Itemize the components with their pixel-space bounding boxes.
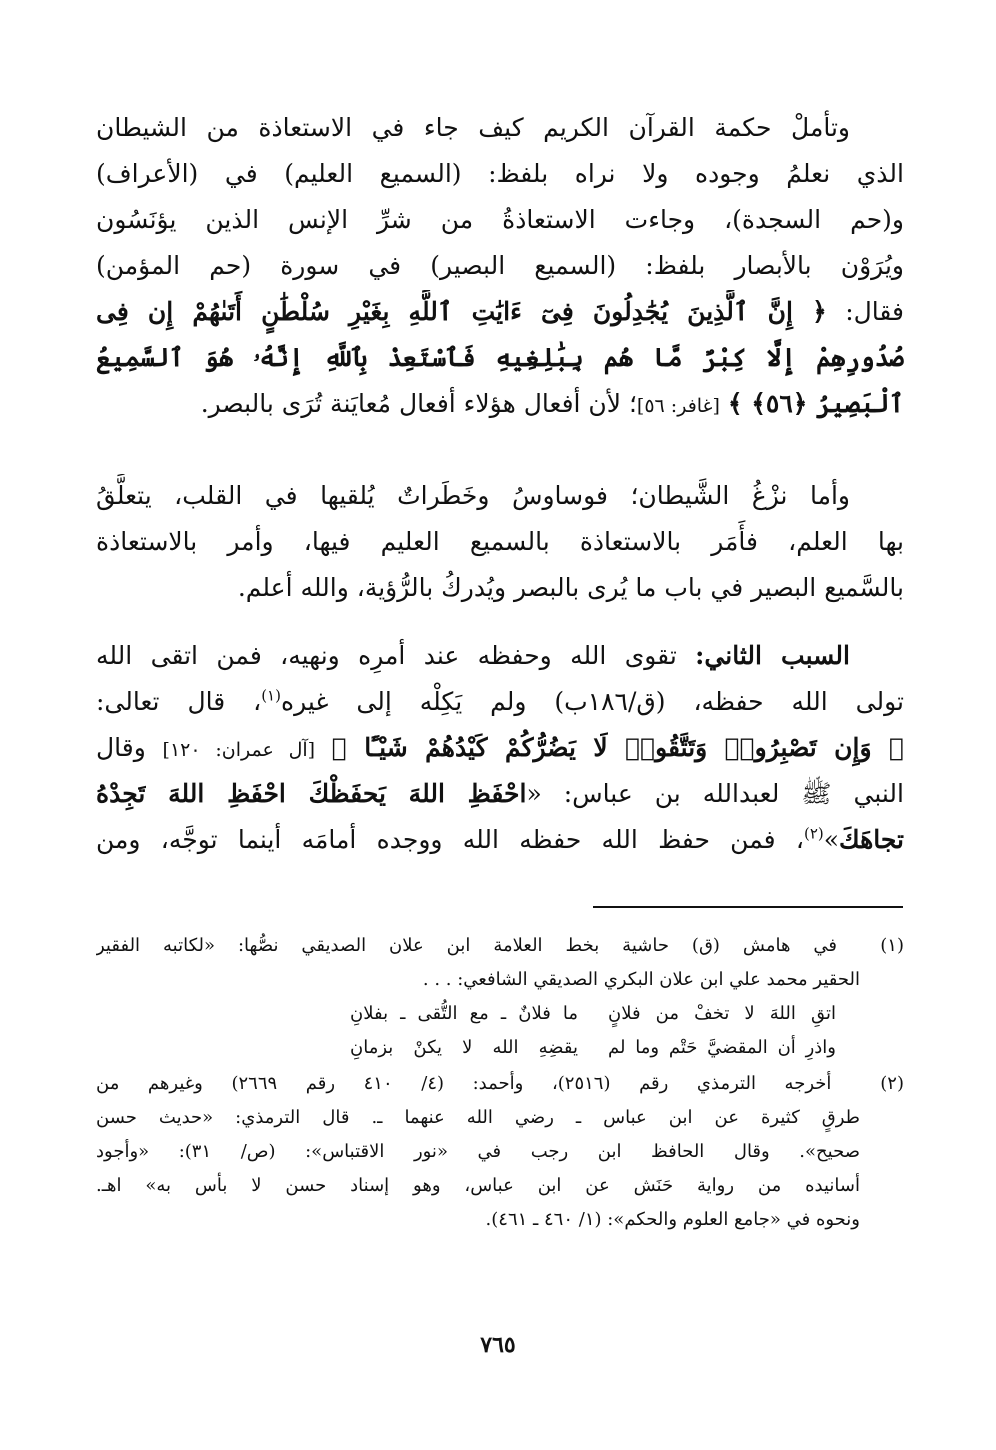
verse-reference: [غافر: ٥٦]	[636, 395, 720, 417]
body-line: وأما نزْغُ الشَّيطان؛ فوساوسُ وخَطَراتٌ يُلقيها في القلب، يتعلَّقُ	[96, 481, 850, 510]
body-line: بها العلم، فأَمَر بالاستعاذة بالسميع العليم فيها، وأمر بالاستعاذة	[96, 527, 904, 556]
poem-hemistich: يقضِهِ الله لا يكنْ بزمانِ	[350, 1037, 578, 1058]
quran-verse: ﴿ إِنَّ ٱلَّذِينَ يُجَٰدِلُونَ فِىٓ ءَايَٰتِ ٱللَّهِ بِغَيْرِ سُلْطَٰنٍ أَتَىٰهُمْ إِن فِى	[96, 297, 827, 326]
quran-line	[96, 290, 904, 334]
body-line: تولى الله حفظه، (ق/١٨٦ب) ولم يَكِلْه إلى غيره$^{(١)}$، قال تعالى:	[96, 686, 904, 716]
footnote-line: ونحوه في «جامع العلوم والحكم»: (١/ ٤٦٠ ـ ٤٦١).	[485, 1209, 860, 1230]
footnote-line: الحقير محمد علي ابن علان البكري الصديقي الشافعي: . . .	[422, 969, 860, 990]
footnote-separator	[593, 906, 903, 908]
footnote-number: (٢)	[880, 1073, 904, 1094]
quran-verse: ﴿ وَإِن تَصْبِرُوا۟ وَتَتَّقُوا۟ لَا يَضُرُّكُمْ كَيْدُهُمْ شَيْـًٔا ﴾	[331, 733, 904, 762]
body-line: بالسَّميع البصير في باب ما يُرى بالبصر ويُدركُ بالرُّؤية، والله أعلم.	[237, 573, 904, 602]
page-number: ٧٦٥	[480, 1332, 516, 1358]
body-line: و(حم السجدة)، وجاءت الاستعاذةُ من شرِّ الإنس الذين يؤنَسُون	[96, 205, 904, 234]
body-line: تجاهَكَ»$^{(٢)}$، فمن حفظ الله حفظه الله ووجده أمامَه أينما توجَّه، ومن	[96, 824, 904, 854]
quran-verse: صُدُورِهِمْ إِلَّا كِبْرٌ مَّا هُم بِبَٰلِغِيهِ فَٱسْتَعِذْ بِٱللَّهِ إِنَّهُۥ هُوَ ٱلسَّمِيعُ	[96, 343, 904, 372]
poem-hemistich: ما فلانٌ ـ مع التُّقى ـ بفلانِ	[350, 1003, 578, 1024]
hadith-text: تجاهَكَ	[839, 825, 904, 854]
poem-verse	[350, 998, 836, 1030]
quran-line: ٱلْبَصِيرُ ﴿٥٦﴾ ﴾ [غافر: ٥٦]؛ لأن أفعال هؤلاء أفعال مُعايَنة تُرَى بالبصر.	[200, 389, 904, 418]
verse-reference: [آل عمران: ١٢٠]	[162, 739, 316, 761]
footnote-number: (١)	[880, 935, 904, 956]
body-line: النبي ﷺ لعبدالله بن عباس: «احْفَظِ اللهَ يَحفَظْكَ احْفَظِ اللهَ تَجِدْهُ	[96, 779, 904, 808]
hadith-text: احْفَظِ اللهَ يَحفَظْكَ احْفَظِ اللهَ تَجِدْهُ	[96, 779, 527, 808]
poem-hemistich: اتقِ اللهَ لا تخفْ من فلانٍ	[608, 1003, 836, 1024]
quran-intro: فقال:	[845, 297, 904, 326]
body-line: ويُرَوْن بالأبصار بلفظ: (السميع البصير) في سورة (حم المؤمن)	[96, 251, 904, 280]
footnote-line: صحيح». وقال الحافظ ابن رجب في «نور الاقتباس»: (ص/ ٣١): «وأجود	[96, 1141, 860, 1162]
footnote-marker[interactable]: (٢)	[803, 824, 824, 843]
poem-verse	[350, 1032, 836, 1064]
footnote-line: (١) في هامش (ق) حاشية بخط العلامة ابن علان الصديقي نصُّها: «لكاتبه الفقير	[96, 930, 904, 962]
quran-line: ﴿ وَإِن تَصْبِرُوا۟ وَتَتَّقُوا۟ لَا يَضُرُّكُمْ كَيْدُهُمْ شَيْـًٔا ﴾ [آل عمران: ١٢٠] وقال	[96, 733, 904, 762]
footnote-marker[interactable]: (١)	[261, 686, 281, 705]
body-line: وتأملْ حكمة القرآن الكريم كيف جاء في الاستعاذة من الشيطان	[96, 113, 850, 142]
footnote-line: أسانيده من رواية حَنَش عن ابن عباس، وهو إسناد حسن لا بأس به» اهـ.	[96, 1175, 860, 1196]
body-line: الذي نعلمُ وجوده ولا نراه بلفظ: (السميع العليم) في (الأعراف)	[96, 159, 904, 188]
quran-verse: ٱلْبَصِيرُ ﴿٥٦﴾ ﴾	[727, 389, 904, 418]
footnote-line: (٢) أخرجه الترمذي رقم (٢٥١٦)، وأحمد: (٤/ ٤١٠ رقم ٢٦٦٩) وغيرهم من	[96, 1068, 904, 1100]
body-line: السبب الثاني: تقوى الله وحفظه عند أمرِه ونهيه، فمن اتقى الله	[96, 634, 904, 678]
poem-hemistich: واذرِ أن المقضيَّ حَتْم وما لم	[608, 1037, 836, 1058]
footnote-line: طرقٍ كثيرة عن ابن عباس ـ رضي الله عنهما ـ. قال الترمذي: «حديث حسن	[96, 1107, 860, 1128]
section-heading: السبب الثاني:	[695, 641, 850, 670]
